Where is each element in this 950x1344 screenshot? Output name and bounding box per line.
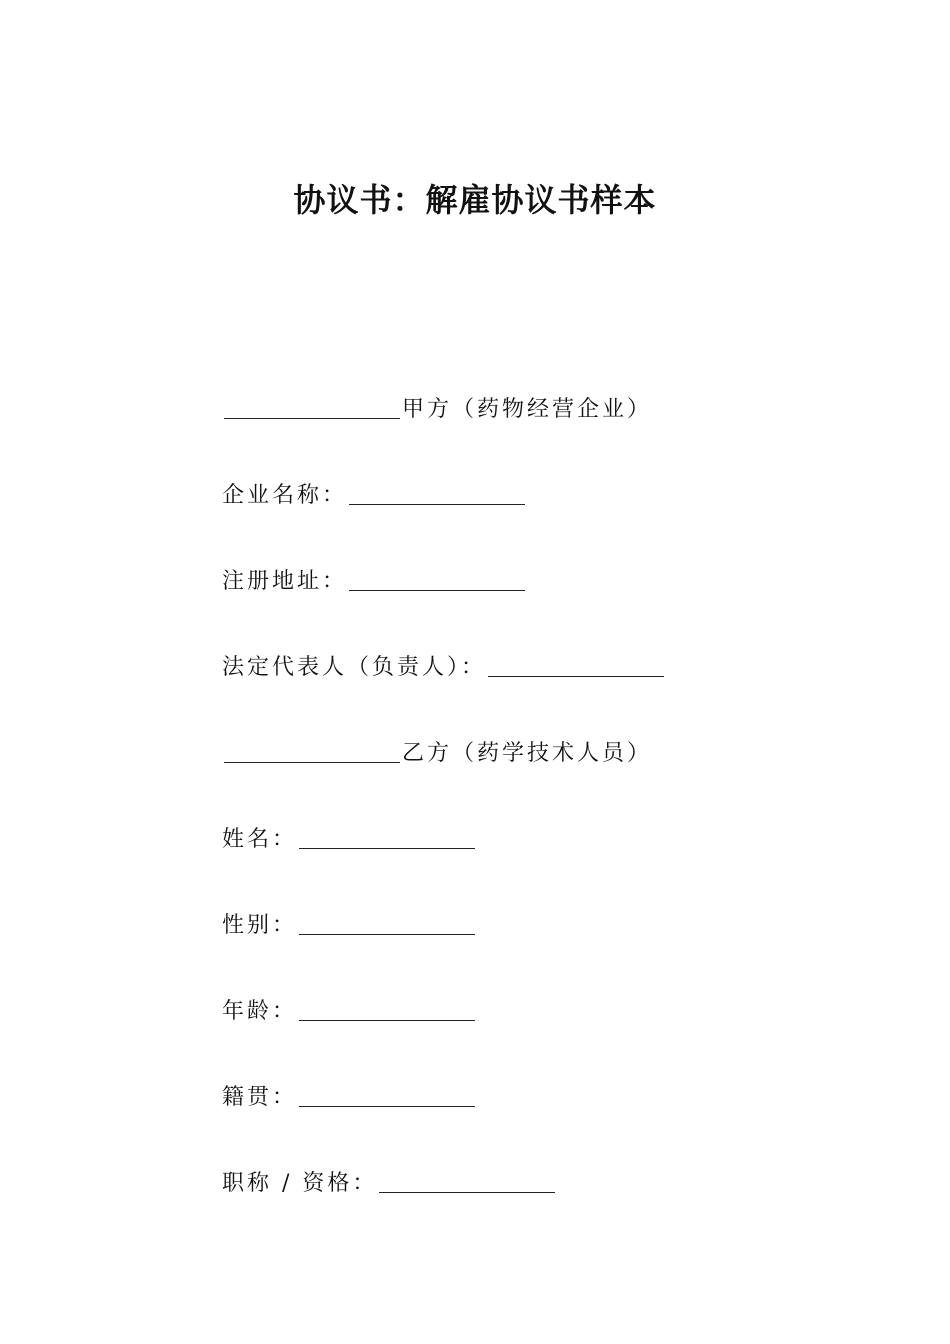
form-fields [222,390,862,1250]
party-b-heading-row [222,734,862,820]
document-title: 协议书：解雇协议书样本 [293,181,657,219]
title-qualification-blank[interactable] [379,1164,555,1193]
native-place-row [222,1078,862,1164]
gender-label: 性别： [222,913,298,938]
gender-blank[interactable] [299,906,475,935]
native-place-blank[interactable] [299,1078,475,1107]
party-a-blank[interactable] [224,390,400,419]
registered-address-label: 注册地址： [222,569,348,594]
company-name-label: 企业名称： [222,483,348,508]
title-qualification-label: 职称 / 资格： [222,1171,378,1196]
age-label: 年龄： [222,999,298,1024]
party-a-heading-row [222,390,862,476]
gender-row [222,906,862,992]
age-blank[interactable] [299,992,475,1021]
company-name-row [222,476,862,562]
age-row [222,992,862,1078]
party-b-blank[interactable] [224,734,400,763]
party-a-heading: 甲方（药物经营企业） [402,397,653,422]
company-name-blank[interactable] [349,476,525,505]
registered-address-row [222,562,862,648]
title-qualification-row [222,1164,862,1250]
name-label: 姓名： [222,827,298,852]
name-row [222,820,862,906]
legal-rep-blank[interactable] [488,648,664,677]
legal-rep-label: 法定代表人（负责人）： [222,655,487,680]
native-place-label: 籍贯： [222,1085,298,1110]
registered-address-blank[interactable] [349,562,525,591]
party-b-heading: 乙方（药学技术人员） [402,741,653,766]
legal-rep-row [222,648,862,734]
name-blank[interactable] [299,820,475,849]
